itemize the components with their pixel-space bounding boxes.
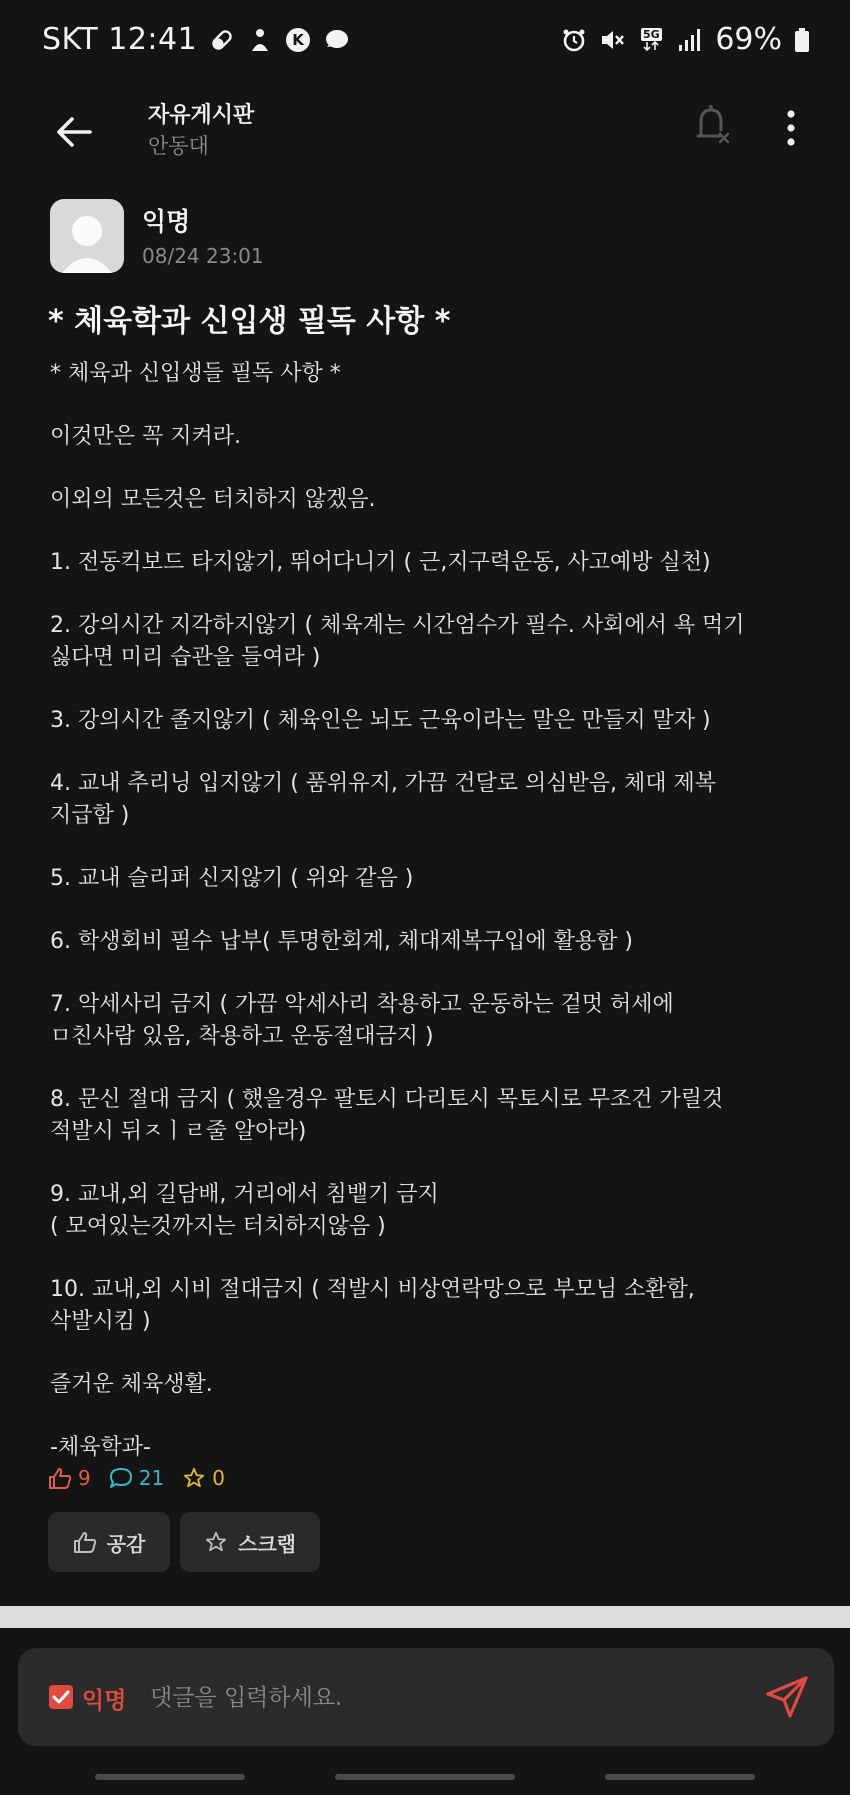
- comment-icon: [109, 1467, 133, 1489]
- post-paragraph: [50, 705, 810, 737]
- thumbs-up-icon: [73, 1531, 97, 1553]
- nav-recents-handle[interactable]: [95, 1774, 245, 1780]
- post-date: 08/24 23:01: [142, 244, 264, 268]
- star-icon: [204, 1531, 228, 1553]
- post-paragraph: [50, 547, 810, 579]
- comment-count: 21: [138, 1466, 165, 1490]
- post-line: 7. 악세사리 금지 ( 가끔 악세사리 착용하고 운동하는 겉멋 허세에: [50, 992, 674, 1017]
- anonymous-checkbox[interactable]: [48, 1684, 74, 1710]
- battery-percent: 69%: [715, 22, 782, 57]
- post-paragraph: [50, 484, 810, 516]
- post-line: 이외의 모든것은 터치하지 않겠음.: [50, 487, 376, 512]
- post-paragraph: [50, 989, 810, 1053]
- post-line: 9. 교내,외 길담배, 거리에서 침뱉기 금지: [50, 1182, 439, 1207]
- post-line: 2. 강의시간 지각하지않기 ( 체육계는 시간엄수가 필수. 사회에서 욕 먹기: [50, 613, 745, 638]
- post-title: * 체육학과 신입생 필독 사항 *: [48, 304, 451, 339]
- more-options-button[interactable]: [776, 106, 806, 150]
- author-name: 익명: [142, 207, 191, 236]
- default-avatar-icon: [50, 199, 124, 273]
- nav-back-handle[interactable]: [605, 1774, 755, 1780]
- back-button[interactable]: [52, 110, 96, 154]
- comment-input[interactable]: [148, 1676, 652, 1720]
- post-line: 지급함 ): [50, 803, 130, 828]
- post-paragraph: [50, 421, 810, 453]
- battery-icon: [794, 27, 810, 53]
- post-line: 적발시 뒤ㅈㅣㄹ줄 알아라): [50, 1119, 307, 1144]
- post-line: 싫다면 미리 습관을 들여라 ): [50, 645, 321, 670]
- status-bar: [0, 0, 850, 80]
- scrap-button[interactable]: [180, 1512, 320, 1572]
- post-line: 즐거운 체육생활.: [50, 1372, 213, 1397]
- post-paragraph: [50, 1274, 810, 1338]
- comment-count-stat: [109, 1466, 164, 1490]
- post-line: 삭발시킴 ): [50, 1309, 151, 1334]
- pill-icon: [209, 27, 235, 53]
- carrier-time: SKT 12:41: [42, 22, 198, 57]
- svg-text:K: K: [292, 30, 305, 49]
- checkbox-icon: [48, 1684, 74, 1710]
- like-button[interactable]: [48, 1512, 170, 1572]
- app-bar: [0, 90, 850, 210]
- post-line: 6. 학생회비 필수 납부( 투명한회계, 체대제복구입에 활용함 ): [50, 929, 633, 954]
- star-icon: [182, 1467, 206, 1489]
- mute-icon: [599, 27, 625, 53]
- post-paragraph: [50, 1084, 810, 1148]
- more-vertical-icon: [776, 106, 806, 150]
- k-app-icon: [285, 27, 311, 53]
- anonymous-label[interactable]: 익명: [82, 1688, 127, 1714]
- post-stats: [48, 1466, 225, 1490]
- post-line: 8. 문신 절대 금지 ( 했을경우 팔토시 다리토시 목토시로 무조건 가릴것: [50, 1087, 724, 1112]
- board-name: 자유게시판: [148, 103, 255, 128]
- notification-toggle-button[interactable]: [690, 102, 734, 150]
- bell-off-icon: [690, 102, 734, 150]
- post-line: 1. 전동킥보드 타지않기, 뛰어다니기 ( 근,지구력운동, 사고예방 실천): [50, 550, 711, 575]
- thumbs-up-icon: [48, 1467, 72, 1489]
- scrap-button-label: 스크랩: [238, 1531, 296, 1556]
- post-line: 5. 교내 슬리퍼 신지않기 ( 위와 같음 ): [50, 866, 414, 891]
- post-line: 10. 교내,외 시비 절대금지 ( 적발시 비상연락망으로 부모님 소환함,: [50, 1277, 695, 1302]
- network-5g-icon: [637, 27, 665, 53]
- back-arrow-icon: [52, 110, 96, 154]
- send-button[interactable]: [764, 1674, 810, 1720]
- post-line: 3. 강의시간 졸지않기 ( 체육인은 뇌도 근육이라는 말은 만들지 말자 ): [50, 708, 711, 733]
- network-type: 5G: [642, 28, 660, 41]
- post-line: ㅁ친사람 있음, 착용하고 운동절대금지 ): [50, 1024, 434, 1049]
- like-count-stat: [48, 1466, 91, 1490]
- post-line: 4. 교내 추리닝 입지않기 ( 품위유지, 가끔 건달로 의심받음, 체대 제복: [50, 771, 717, 796]
- person-icon: [247, 27, 273, 53]
- post-line: * 체육과 신입생들 필독 사항 *: [50, 361, 341, 386]
- post-paragraph: [50, 1369, 810, 1401]
- like-count: 9: [78, 1466, 91, 1490]
- post-paragraph: [50, 1179, 810, 1243]
- avatar: [50, 199, 124, 273]
- nav-home-handle[interactable]: [335, 1774, 515, 1780]
- chat-bubble-icon: [323, 27, 349, 53]
- post-paragraph: [50, 926, 810, 958]
- send-icon: [764, 1674, 810, 1720]
- like-button-label: 공감: [106, 1531, 146, 1556]
- post-paragraph: [50, 610, 810, 674]
- comment-bar: [18, 1648, 834, 1746]
- school-name: 안동대: [148, 134, 209, 158]
- alarm-icon: [561, 27, 587, 53]
- post-line: ( 모여있는것까지는 터치하지않음 ): [50, 1214, 386, 1239]
- post-paragraph: [50, 768, 810, 832]
- post-line: -체육학과-: [50, 1435, 151, 1460]
- scrap-count: 0: [212, 1466, 225, 1490]
- signal-icon: [677, 27, 703, 53]
- post-paragraph: [50, 863, 810, 895]
- section-divider: [0, 1606, 850, 1628]
- post-body: [50, 358, 810, 1495]
- scrap-count-stat: [182, 1466, 225, 1490]
- post-paragraph: [50, 1432, 810, 1464]
- post-line: 이것만은 꼭 지켜라.: [50, 424, 241, 449]
- post-paragraph: [50, 358, 810, 390]
